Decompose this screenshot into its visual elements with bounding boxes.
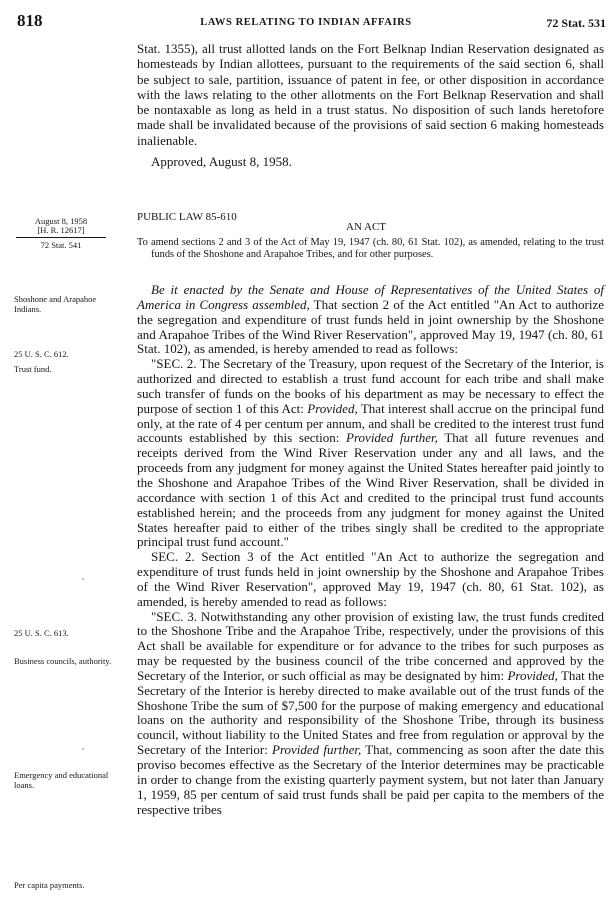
act-purpose-text: To amend sections 2 and 3 of the Act of May 19, 1947 (ch. 80, 61 Stat. 102), as amended, relating to the trust funds of the Shoshone and Arapahoe Tribes, and for other purposes. — [137, 237, 604, 260]
an-act-heading: AN ACT — [346, 221, 387, 233]
margin-note-usc-613: 25 U. S. C. 613. — [14, 628, 69, 638]
margin-note-emergency-loans: Emergency and educational loans. — [14, 770, 109, 790]
margin-date: August 8, 1958 — [34, 216, 88, 226]
sec3-provided: Provided, — [507, 667, 558, 683]
section-2-amendment: SEC. 2. Section 3 of the Act entitled "An Act to authorize the segregation and expenditure of trust funds held in joint ownership by the Shoshone and Arapahoe Tribes of the Wind River Reservation", approved May 19, 1947 (ch. 80, 61 Stat. 102), as amended, is hereby amended to read as follows: — [137, 549, 604, 609]
margin-note-shoshone: Shoshone and Arapahoe Indians. — [14, 294, 97, 314]
margin-note-per-capita: Per capita payments. — [14, 880, 85, 890]
act-purpose — [137, 237, 604, 260]
enacting-rest: That section 2 of the Act entitled "An Act to authorize the segregation and expenditure of trust funds held in joint ownership by the Shoshone and Arapahoe Tribes of the Wind River Reservation", approved May 19, 1947 (ch. 80, 61 Stat. 102), as amended, is hereby amended to read as follows: — [137, 296, 604, 357]
section-3-quoted — [137, 610, 604, 818]
sec3-provided-further: Provided further, — [272, 742, 362, 758]
page-number: 818 — [17, 11, 43, 30]
running-title: LAWS RELATING TO INDIAN AFFAIRS — [200, 17, 412, 28]
act-body — [137, 283, 604, 817]
sec3-text-3: That, commencing as soon after the date this proviso becomes effective as the Secretary of the Interior determines may be practicable in order to change from the existing quarterly payment system, but not later than January 1, 1959, 85 per centum of said trust funds shall be paid per capita to the members of the respective tribes — [137, 742, 605, 817]
margin-speck — [82, 748, 84, 750]
margin-bill: [H. R. 12617] — [37, 225, 85, 235]
top-paragraph: Stat. 1355), all trust allotted lands on the Fort Belknap Indian Reservation designated as homesteads by Indian allottees, pursuant to the requirements of the said section 6, shall be subject to sale, partition, issuance of patent in fee, or other disposition in accordance with the laws relating to the other allotments on the Fort Belknap Reservation and shall be nontaxable as long as held in a trust status. No disposition of such lands heretofore made shall be invalidated because of the provisions of said section 6 making homesteads inalienable. — [137, 41, 604, 148]
sec2-provided: Provided, — [307, 400, 358, 416]
margin-stat: 72 Stat. 541 — [40, 240, 82, 250]
margin-date-block — [0, 216, 122, 250]
approved-line: Approved, August 8, 1958. — [151, 154, 292, 170]
section-2-quoted — [137, 357, 604, 550]
public-law-number: PUBLIC LAW 85-610 — [137, 211, 237, 223]
sec2-text-1: "SEC. 2. The Secretary of the Treasury, upon request of the Secretary of the Interior, is authorized and directed to establish a trust fund account for each tribe and shall make such transfer of funds on the books of his department as may be necessary to effect the purpose of section 1 of this Act: — [137, 356, 604, 416]
sec2-text-3: That all future revenues and receipts derived from the Wind River Reservation under any and all laws, and the proceeds from any judgment for money against the United States hereafter paid jointly to the Shoshone and Arapahoe Tribes of the Wind River Reservation, shall be divided in accordance with section 1 of this Act and credited to the principal trust fund accounts established herein; and the proceeds from any judgment for money against the United States hereafter paid to either of the tribes singly shall be credited to the appropriate principal trust fund account." — [137, 430, 604, 550]
margin-note-business-councils: Business councils, authority. — [14, 656, 112, 666]
sec3-text-1: "SEC. 3. Notwithstanding any other provision of existing law, the trust funds credited to the Shoshone Tribe and the Arapahoe Tribe, respectively, under the provisions of this Act shall be available for expenditure or for advance to the tribes for such purposes as may be requested by the business council of the tribe concerned and approved by the Secretary of the Interior, or such official as may be designated by him: — [137, 608, 604, 683]
margin-rule — [16, 237, 106, 238]
sec2-text-2: That interest shall accrue on the principal fund only, at the rate of 4 per centum per annum, and shall be credited to the interest trust fund accounts established by this section: — [137, 400, 604, 446]
top-paragraph-block — [137, 41, 604, 169]
enacting-formula: Be it enacted by the Senate and House of Representatives of the United States of America in Congress assembled, — [137, 282, 604, 312]
stat-reference: 72 Stat. 531 — [546, 16, 606, 30]
enacting-clause — [137, 283, 604, 357]
margin-note-trust-fund: Trust fund. — [14, 364, 52, 374]
sec2-provided-further: Provided further, — [346, 430, 438, 446]
margin-speck — [82, 578, 84, 580]
sec3-text-2: That the Secretary of the Interior is hereby directed to make available out of the trust funds of the Shoshone Tribe the sum of $7,500 for the purpose of making emergency and educational loans on the authority and responsibility of the Shoshone Tribe, through its business council, without liability to the United States and free from regulation or approval by the Secretary of the Interior: — [137, 667, 604, 758]
margin-note-usc-612: 25 U. S. C. 612. — [14, 349, 69, 359]
